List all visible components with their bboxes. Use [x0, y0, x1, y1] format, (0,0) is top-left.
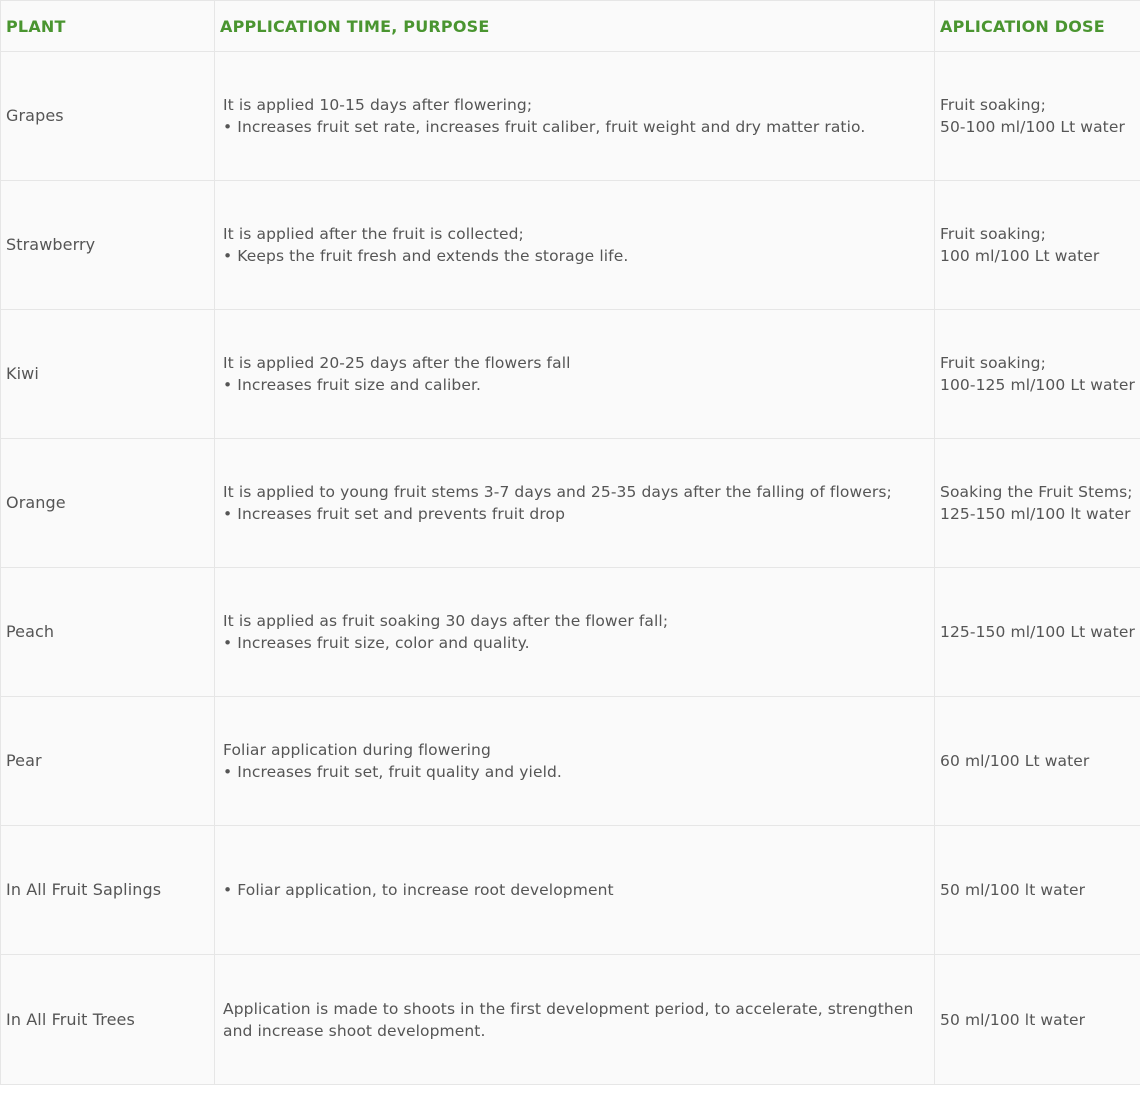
header-plant: PLANT	[1, 1, 215, 52]
dose-cell	[935, 439, 1140, 568]
plant-cell: Strawberry	[1, 181, 215, 310]
purpose-cell	[215, 181, 935, 310]
purpose-line: • Increases fruit set, fruit quality and yield.	[223, 763, 562, 781]
table-row	[1, 181, 1140, 310]
dose-line: 100 ml/100 Lt water	[940, 247, 1100, 265]
purpose-cell	[215, 826, 935, 955]
dose-line: Fruit soaking;	[940, 225, 1046, 243]
table-row	[1, 826, 1140, 955]
purpose-line: • Increases fruit set and prevents fruit drop	[223, 505, 566, 523]
dose-cell	[935, 955, 1140, 1085]
plant-cell: In All Fruit Saplings	[1, 826, 215, 955]
purpose-line: • Increases fruit set rate, increases fruit caliber, fruit weight and dry matter ratio.	[223, 118, 866, 136]
plant-cell: Pear	[1, 697, 215, 826]
purpose-cell	[215, 52, 935, 181]
dose-cell	[935, 826, 1140, 955]
dose-line: 50 ml/100 lt water	[940, 1010, 1086, 1029]
table-row	[1, 955, 1140, 1085]
dose-line: Fruit soaking;	[940, 354, 1046, 372]
dose-line: Fruit soaking;	[940, 96, 1046, 114]
dose-cell	[935, 310, 1140, 439]
dose-cell	[935, 181, 1140, 310]
table-row	[1, 310, 1140, 439]
purpose-line: It is applied to young fruit stems 3-7 days and 25-35 days after the falling of flowers;	[223, 483, 892, 501]
dose-line: 125-150 ml/100 lt water	[940, 505, 1131, 523]
dose-line: 50-100 ml/100 Lt water	[940, 118, 1125, 136]
purpose-line: and increase shoot development.	[223, 1021, 486, 1040]
plant-cell: Peach	[1, 568, 215, 697]
purpose-line: • Increases fruit size and caliber.	[223, 376, 482, 394]
purpose-cell	[215, 310, 935, 439]
purpose-line: It is applied 10-15 days after flowering;	[223, 96, 533, 114]
dose-cell	[935, 697, 1140, 826]
purpose-line: It is applied after the fruit is collected;	[223, 225, 524, 243]
purpose-line: Foliar application during flowering	[223, 741, 491, 759]
plant-cell: In All Fruit Trees	[1, 955, 215, 1085]
purpose-cell	[215, 568, 935, 697]
plant-cell: Orange	[1, 439, 215, 568]
purpose-line: • Keeps the fruit fresh and extends the storage life.	[223, 247, 629, 265]
table-body	[1, 52, 1140, 1085]
header-dose: APLICATION DOSE	[935, 1, 1140, 52]
dose-line: 60 ml/100 Lt water	[940, 752, 1090, 770]
table-row	[1, 697, 1140, 826]
dose-line: Soaking the Fruit Stems;	[940, 483, 1133, 501]
purpose-line: It is applied as fruit soaking 30 days after the flower fall;	[223, 612, 669, 630]
purpose-cell	[215, 955, 935, 1085]
purpose-line: • Foliar application, to increase root development	[223, 881, 614, 899]
table-row	[1, 52, 1140, 181]
purpose-cell	[215, 439, 935, 568]
table-row	[1, 568, 1140, 697]
purpose-line: It is applied 20-25 days after the flowers fall	[223, 354, 571, 372]
dose-cell	[935, 52, 1140, 181]
dose-line: 100-125 ml/100 Lt water	[940, 376, 1135, 394]
table-header-row	[1, 1, 1140, 52]
purpose-line: Application is made to shoots in the first development period, to accelerate, strengthen	[223, 999, 914, 1018]
plant-cell: Grapes	[1, 52, 215, 181]
dose-cell	[935, 568, 1140, 697]
purpose-cell	[215, 697, 935, 826]
header-purpose: APPLICATION TIME, PURPOSE	[215, 1, 935, 52]
dose-line: 125-150 ml/100 Lt water	[940, 623, 1135, 641]
plant-cell: Kiwi	[1, 310, 215, 439]
table-row	[1, 439, 1140, 568]
dose-line: 50 ml/100 lt water	[940, 881, 1086, 899]
purpose-line: • Increases fruit size, color and quality.	[223, 634, 530, 652]
